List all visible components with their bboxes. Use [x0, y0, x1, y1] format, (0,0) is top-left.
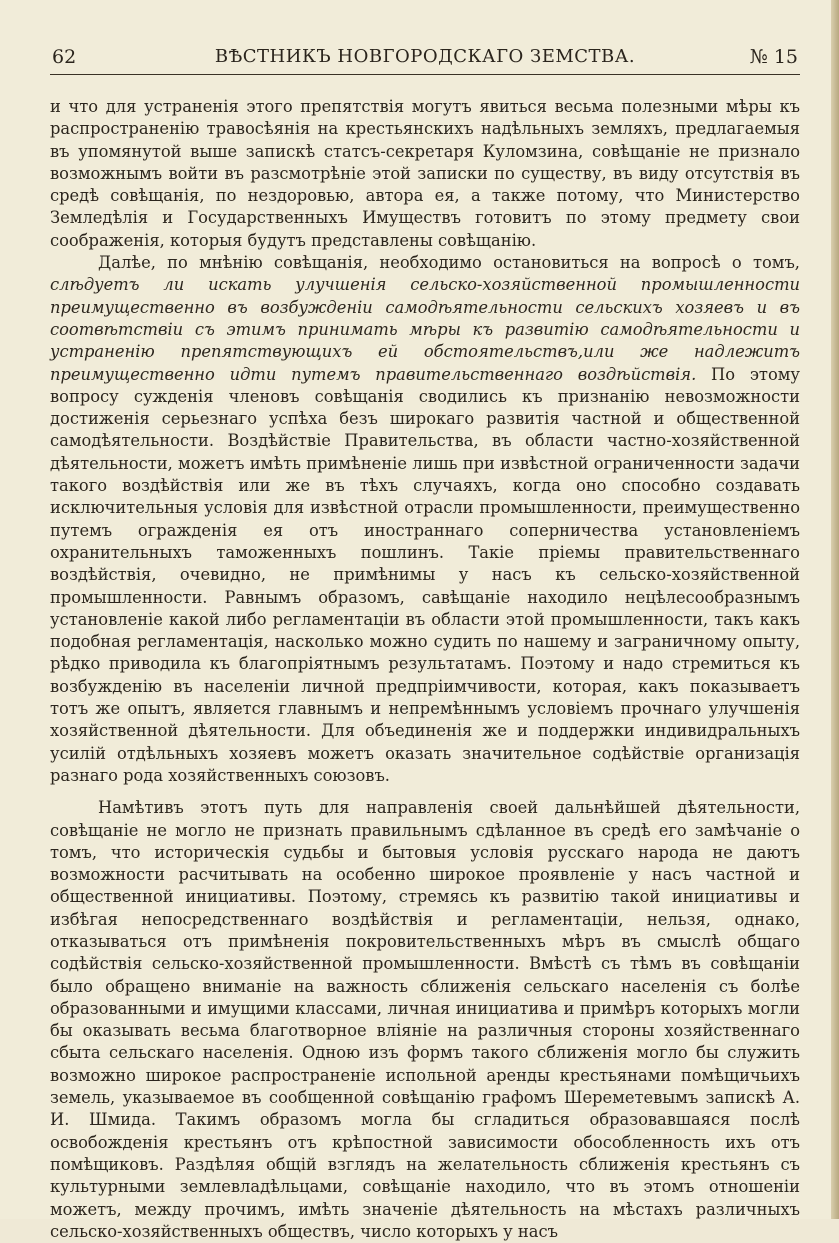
paragraph-2-italic-question: слѣдуетъ ли искать улучшенія сельско-хозяйственной промышленности преимущественно въ возбужденіи самодѣятельности сельскихъ хозяевъ и въ соотвѣтствіи съ этимъ принимать мѣры къ развитію самодѣятельности и устраненію препятствующихъ ей обстоятельствъ,или же надлежитъ преимущественно идти путемъ правительственнаго воздѣйствія. [50, 275, 800, 384]
issue-number: № 15 [749, 46, 798, 68]
paragraph-3-text: Намѣтивъ этотъ путь для направленія своей дальнѣйшей дѣятельности, совѣщаніе не могло не признать правильнымъ сдѣланное въ средѣ его замѣчаніе о томъ, что историческія судьбы и бытовыя условія русскаго народа не даютъ возможности расчитывать на особенно широкое проявленіе у насъ частной и общественной инициативы. Поэтому, стремясь къ развитію такой инициативы и избѣгая непосредственнаго воздѣйствія и регламентаціи, нельзя, однако, отказываться отъ примѣненія покровительственныхъ мѣръ въ смыслѣ общаго содѣйствія сельско-хозяйственной промышленности. Вмѣстѣ съ тѣмъ въ совѣщаніи было обращено вниманіе на важность сближенія сельскаго населенія съ болѣе образованными и имущими классами, личная инициатива и примѣръ которыхъ могли бы оказывать весьма благотворное вліяніе на различныя стороны хозяйственнаго сбыта сельскаго населенія. Одною изъ формъ такого сближенія могло бы служить возможно широкое распространеніе испольной аренды крестьянами помѣщичьихъ земель, указываемое въ сообщенной совѣщанію графомъ Шереметевымъ запискѣ А. И. Шмида. Такимъ образомъ могла бы сгладиться образовавшаяся послѣ освобожденія крестьянъ отъ крѣпостной зависимости обособленность ихъ отъ помѣщиковъ. Раздѣляя общій взглядъ на желательность сближенія крестьянъ съ культурными землевладѣльцами, совѣщаніе находило, что въ этомъ отношеніи можетъ, между прочимъ, имѣть значеніе дѣятельность на мѣстахъ различныхъ сельско-хозяйственныхъ обществъ, число которыхъ у насъ [50, 798, 800, 1241]
header-rule [50, 74, 800, 75]
paragraph-1 [50, 96, 800, 252]
journal-title: ВѢСТНИКЪ НОВГОРОДСКАГО ЗЕМСТВА. [214, 46, 636, 67]
paragraph-2-intro: Далѣе, по мнѣнію совѣщанія, необходимо остановиться на вопросѣ о томъ, [98, 253, 800, 273]
page-number: 62 [52, 46, 77, 68]
running-header [50, 42, 800, 74]
paragraph-3 [50, 797, 800, 1243]
paragraph-1-text: и что для устраненія этого препятствія могутъ явиться весьма полезными мѣры къ распространенію травосѣянія на крестьянскихъ надѣльныхъ земляхъ, предлагаемыя въ упомянутой выше запискѣ статсъ-секретаря Куломзина, совѣщаніе не признало возможнымъ войти въ разсмотрѣніе этой записки по существу, въ виду отсутствія въ средѣ совѣщанія, по нездоровью, автора ея, а также потому, что Министерство Земледѣлія и Государственныхъ Имуществъ готовитъ по этому предмету свои соображенія, которыя будутъ представлены совѣщанію. [50, 97, 800, 250]
paragraph-2 [50, 252, 800, 787]
body-text [50, 96, 800, 1243]
page-edge-shadow [831, 0, 839, 1219]
paragraph-2-body: По этому вопросу сужденія членовъ совѣщанія сводились къ признанію невозможности достиженія серьезнаго успѣха безъ широкаго развитія частной и общественной самодѣятельности. Воздѣйствіе Правительства, въ области частно-хозяйственной дѣятельности, можетъ имѣть примѣненіе лишь при извѣстной ограниченности задачи такого воздѣйствія или же въ тѣхъ случаяхъ, когда оно способно создавать исключительныя условія для извѣстной отрасли промышленности, преимущественно путемъ огражденія ея отъ иностраннаго соперничества установленіемъ охранительныхъ таможенныхъ пошлинъ. Такіе пріемы правительственнаго воздѣйствія, очевидно, не примѣнимы у насъ къ сельско-хозяйственной промышленности. Равнымъ образомъ, савѣщаніе находило нецѣлесообразнымъ установленіе какой либо регламентаціи въ области этой промышленности, такъ какъ подобная регламентація, насколько можно судить по нашему и заграничному опыту, рѣдко приводила къ благопріятнымъ результатамъ. Поэтому и надо стремиться къ возбужденію въ населеніи личной предпріимчивости, которая, какъ показываетъ тотъ же опытъ, является главнымъ и непремѣннымъ условіемъ прочнаго улучшенія хозяйственной дѣятельности. Для объединенія же и поддержки индивидральныхъ усилій отдѣльныхъ хозяевъ можетъ оказать значительное содѣйствіе организація разнаго рода хозяйственныхъ союзовъ. [50, 364, 800, 785]
